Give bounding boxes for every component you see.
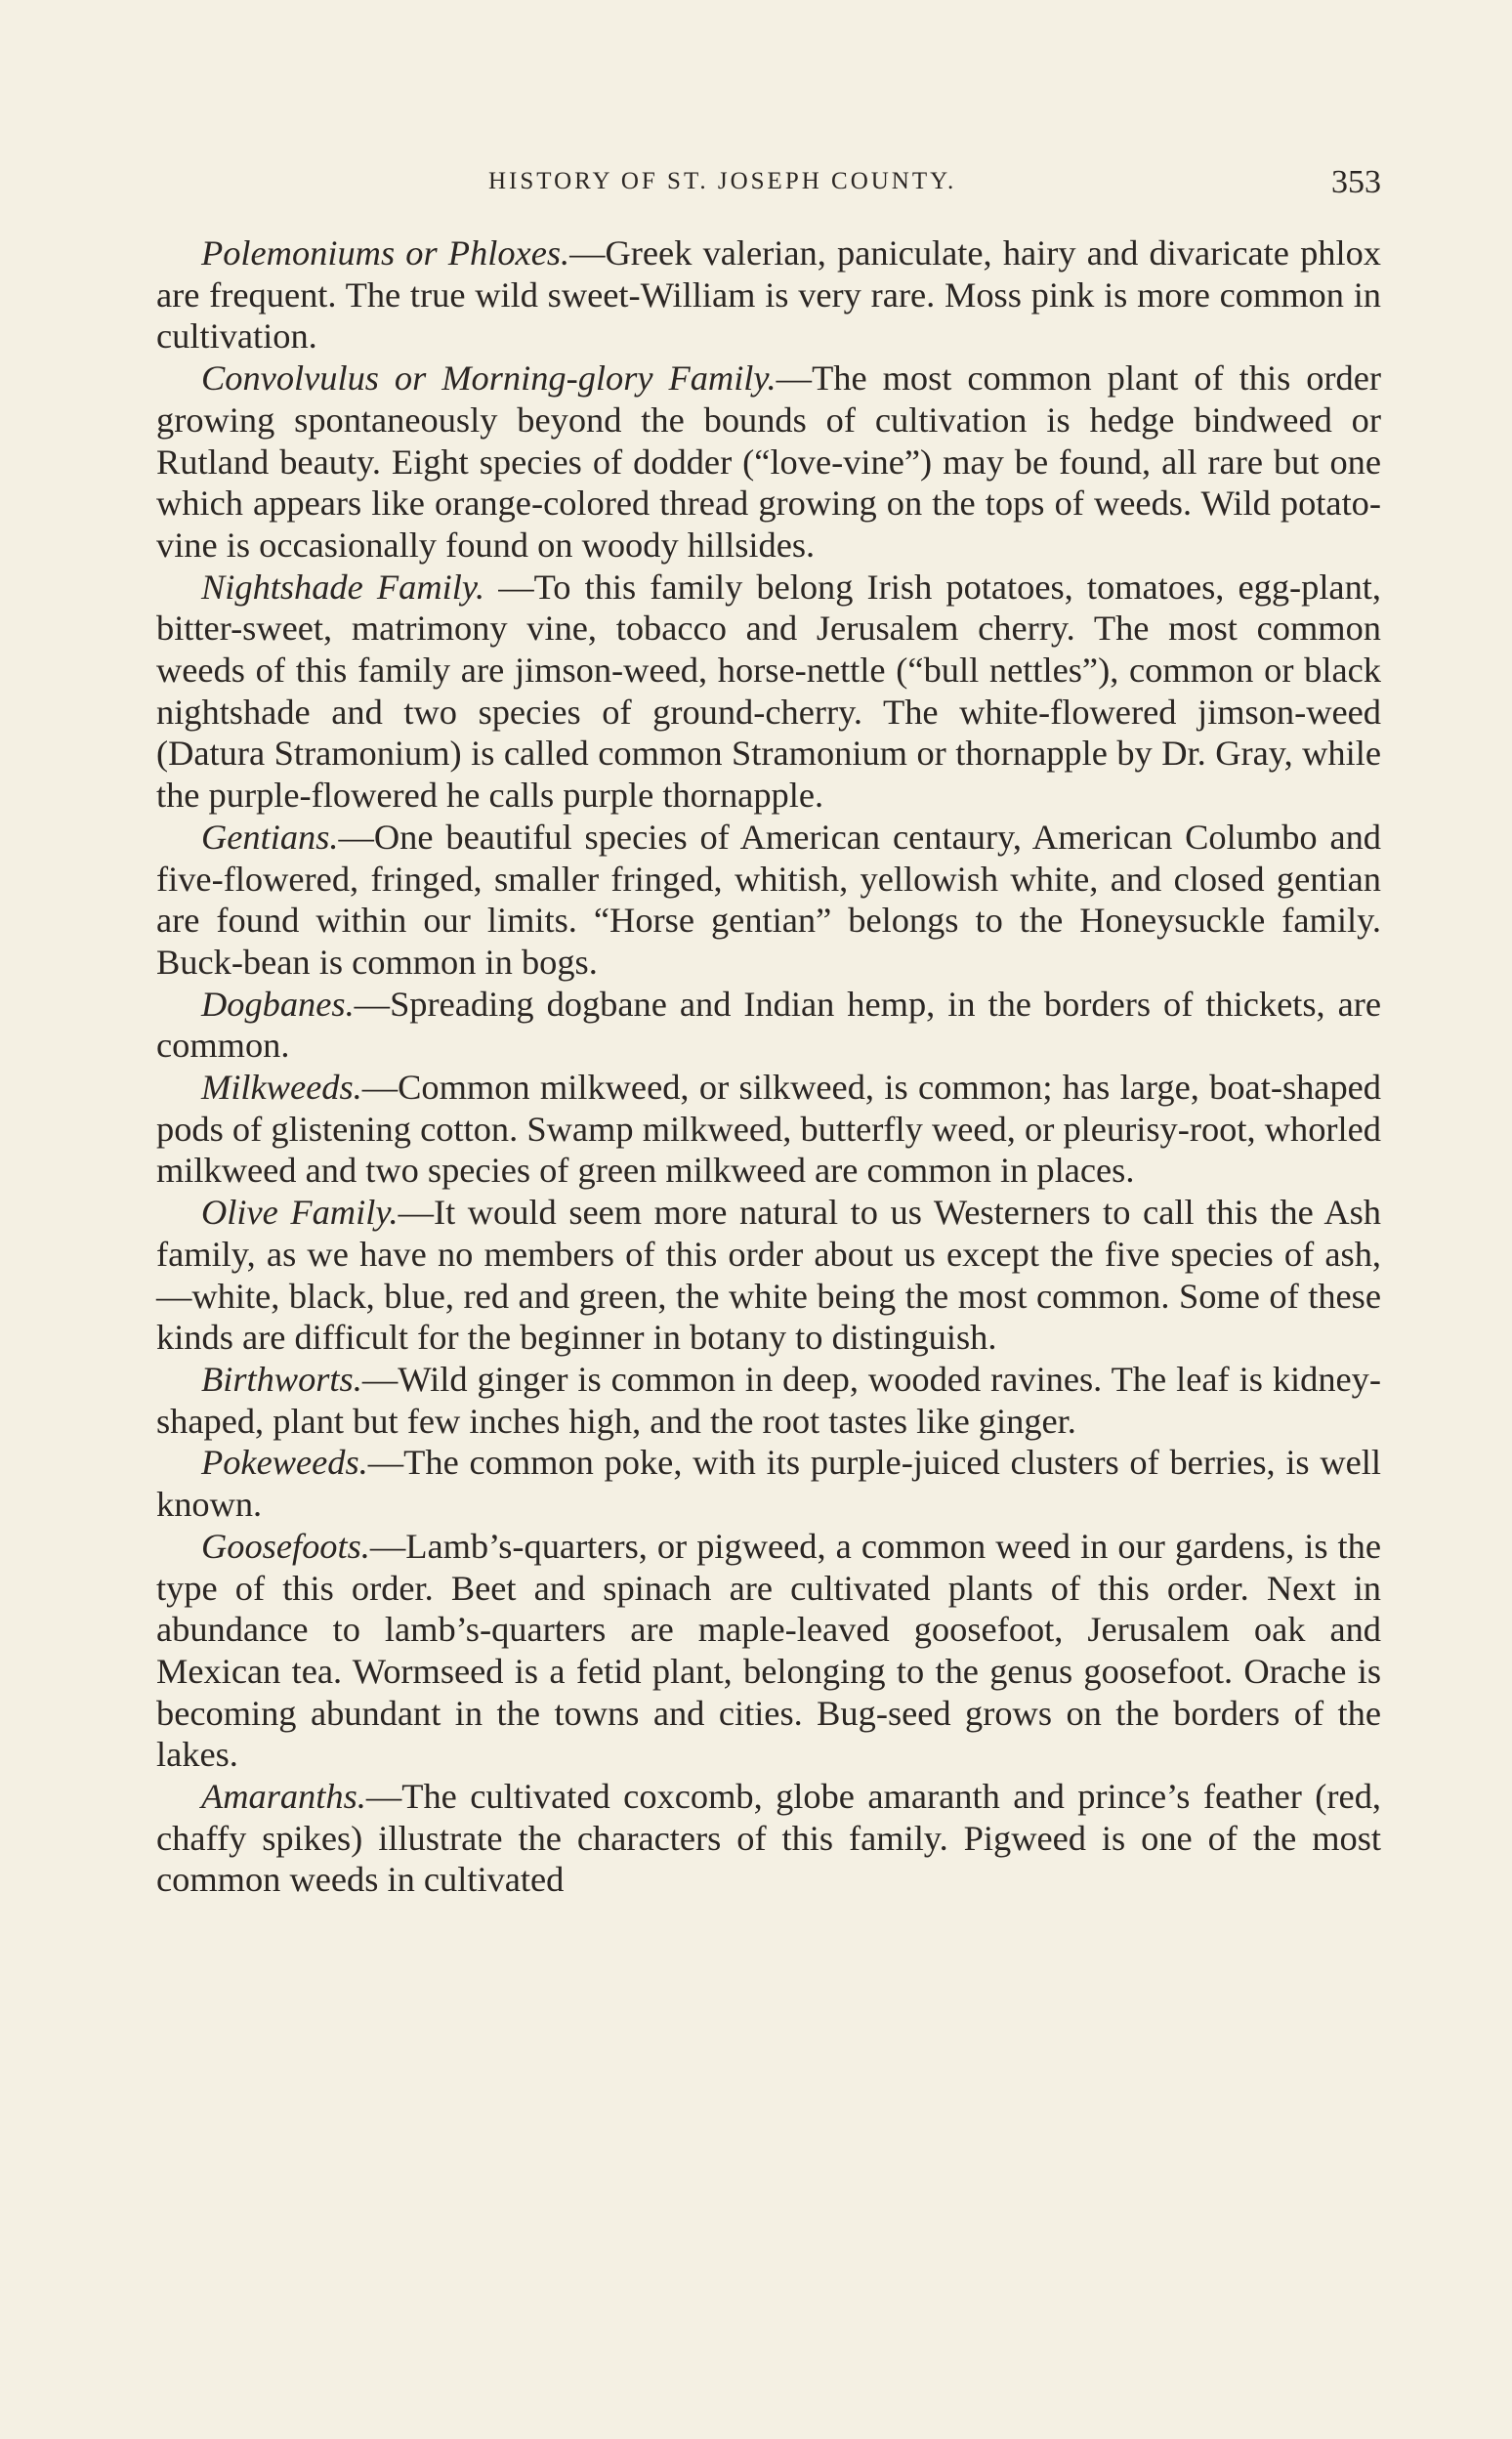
paragraph-text: —The common poke, with its purple-juiced clusters of berries, is well known. (156, 1443, 1381, 1525)
body-text (156, 232, 1381, 1901)
paragraph-pokeweeds (156, 1442, 1381, 1525)
section-heading: Amaranths. (201, 1777, 366, 1817)
paragraph-amaranths (156, 1776, 1381, 1901)
paragraph-text: —The most common plant of this order growing spontaneously beyond the bounds of cultivation is hedge bindweed or Rutland beauty. Eight species of dodder (“love-vine”) may be found, all rare but one which appears like orange-colored thread growing on the tops of weeds. Wild potato-vine is occasionally found on woody hillsides. (156, 358, 1381, 565)
paragraph-text: —It would seem more natural to us Westerners to call this the Ash family, as we have no members of this order about us except the five species of ash,—white, black, blue, red and green, the white being the most common. Some of these kinds are difficult for the beginner in botany to distinguish. (156, 1193, 1381, 1358)
paragraph-milkweeds (156, 1067, 1381, 1192)
paragraph-text: —Wild ginger is common in deep, wooded ravines. The leaf is kidney-shaped, plant but few inches high, and the root tastes like ginger. (156, 1359, 1381, 1441)
running-head: HISTORY OF ST. JOSEPH COUNTY. (488, 168, 957, 194)
paragraph-polemoniums (156, 232, 1381, 357)
section-heading: Nightshade Family. (201, 567, 485, 607)
paragraph-text: —Lamb’s-quarters, or pigweed, a common weed in our gardens, is the type of this order. Beet and spinach are cultivated plants of this order. Next in abundance to lamb’s-quarters are maple-leaved goosefoot, Jerusalem oak and Mexican tea. Wormseed is a fetid plant, belonging to the genus goosefoot. Orache is becoming abundant in the towns and cities. Bug-seed grows on the borders of the lakes. (156, 1526, 1381, 1775)
paragraph-dogbanes (156, 984, 1381, 1067)
paragraph-text: —Greek valerian, paniculate, hairy and divaricate phlox are frequent. The true wild sweet-William is very rare. Moss pink is more common in cultivation. (156, 233, 1382, 357)
section-heading: Goosefoots. (201, 1526, 370, 1566)
paragraph-text: —Spreading dogbane and Indian hemp, in the borders of thickets, are common. (156, 984, 1381, 1066)
paragraph-text: —One beautiful species of American centaury, American Columbo and five-flowered, fringed, smaller fringed, whitish, yellowish white, and closed gentian are found within our limits. “Horse gentian” belongs to the Honeysuckle family. Buck-bean is common in bogs. (156, 817, 1381, 982)
paragraph-birthworts (156, 1359, 1381, 1442)
paragraph-olive-family (156, 1192, 1381, 1359)
page-number: 353 (1331, 164, 1381, 200)
paragraph-text: —The cultivated coxcomb, globe amaranth and prince’s feather (red, chaffy spikes) illustrate the characters of this family. Pigweed is one of the most common weeds in cultivated (156, 1777, 1381, 1900)
paragraph-gentians (156, 817, 1381, 984)
page-header (156, 164, 1381, 207)
section-heading: Pokeweeds. (201, 1443, 368, 1483)
section-heading: Gentians. (201, 817, 339, 857)
paragraph-text: —To this family belong Irish potatoes, tomatoes, egg-plant, bitter-sweet, matrimony vine, tobacco and Jerusalem cherry. The most common weeds of this family are jimson-weed, horse-nettle (“bull nettles”), common or black nightshade and two species of ground-cherry. The white-flowered jimson-weed (Datura Stramonium) is called common Stramonium or thornapple by Dr. Gray, while the purple-flowered he calls purple thornapple. (156, 567, 1381, 816)
paragraph-nightshade (156, 567, 1381, 817)
section-heading: Dogbanes. (201, 984, 355, 1024)
section-heading: Milkweeds. (201, 1068, 362, 1108)
section-heading: Birthworts. (201, 1359, 362, 1399)
paragraph-convolvulus (156, 357, 1381, 567)
section-heading: Polemoniums or Phloxes. (201, 233, 570, 273)
paragraph-goosefoots (156, 1526, 1381, 1776)
section-heading: Olive Family. (201, 1193, 399, 1233)
paragraph-text: —Common milkweed, or silkweed, is common; has large, boat-shaped pods of glistening cotton. Swamp milkweed, butterfly weed, or pleurisy-root, whorled milkweed and two species of green milkweed are common in places. (156, 1068, 1381, 1191)
section-heading: Convolvulus or Morning-glory Family. (201, 358, 777, 399)
